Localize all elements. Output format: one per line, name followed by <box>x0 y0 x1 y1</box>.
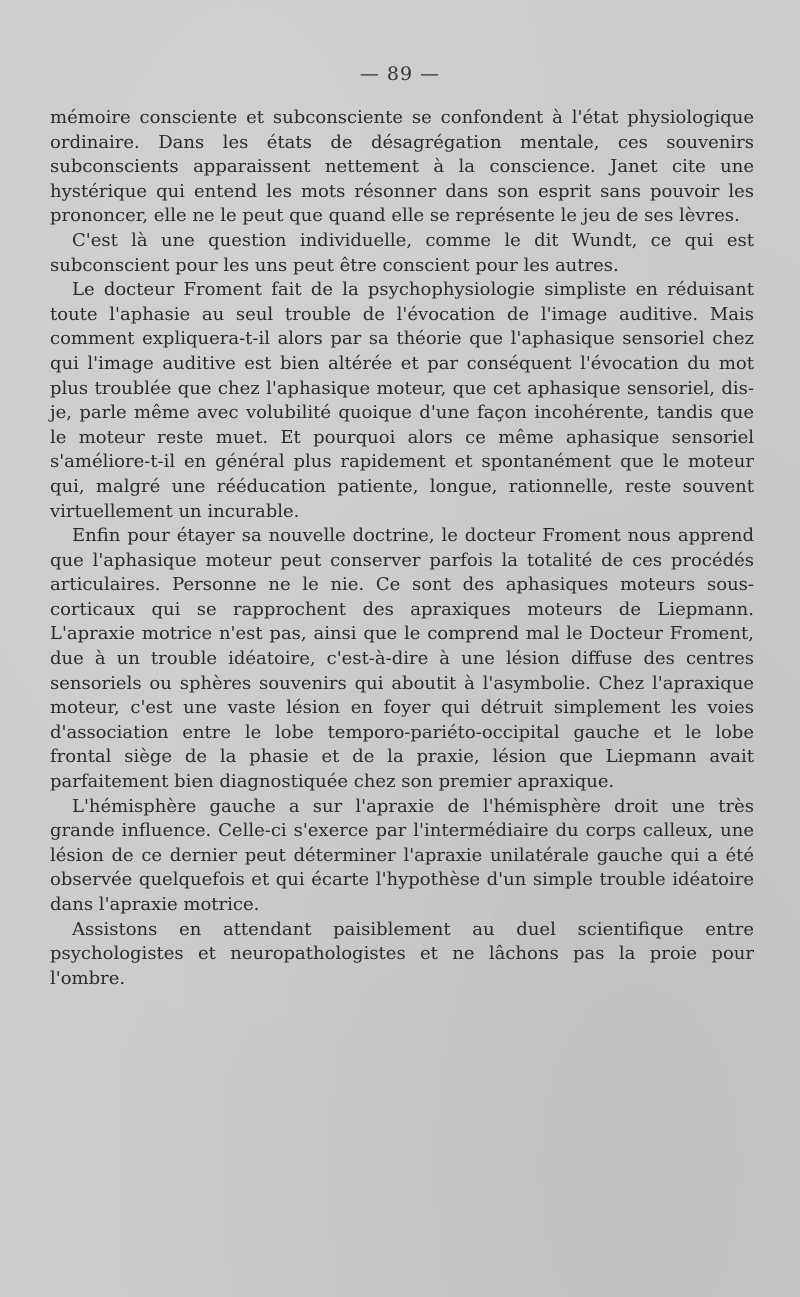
paragraph-2: C'est là une question individuelle, comme le dit Wundt, ce qui est subconscient pour les uns peut être conscient pour les autres. <box>50 229 754 276</box>
paragraph-5: L'hémisphère gauche a sur l'apraxie de l'hémisphère droit une très grande influence. Celle-ci s'exerce par l'intermédiaire du corps calleux, une lésion de ce dernier peut déterminer l'apraxie unilatérale gauche qui a été observée quelquefois et qui écarte l'hypothèse d'un simple trouble idéatoire dans l'apraxie motrice. <box>50 795 754 915</box>
paragraph-6: Assistons en attendant paisiblement au duel scientifique entre psychologistes et neuropathologistes et ne lâchons pas la proie pour l'ombre. <box>50 918 754 989</box>
paragraph-4: Enfin pour étayer sa nouvelle doctrine, le docteur Froment nous apprend que l'aphasique moteur peut conserver parfois la totalité de ces procédés articulaires. Personne ne le nie. Ce sont des aphasiques moteurs sous-corticaux qui se rapprochent des apraxiques moteurs de Liepmann. L'apraxie motrice n'est pas, ainsi que le comprend mal le Docteur Froment, due à un trouble idéatoire, c'est-à-dire à une lésion diffuse des centres sensoriels ou sphères souvenirs qui aboutit à l'asymbolie. Chez l'apraxique moteur, c'est une vaste lésion en foyer qui détruit simplement les voies d'association entre le lobe temporo-pariéto-occipital gauche et le lobe frontal siège de la phasie et de la praxie, lésion que Liepmann avait parfaitement bien diagnostiquée chez son premier apraxique. <box>50 525 754 793</box>
paragraph-1: mémoire consciente et subconsciente se confondent à l'état physiologique ordinaire. Dans les états de désagrégation mentale, ces souvenirs subconscients apparaissent nettement à la conscience. Janet cite une hystérique qui entend les mots résonner dans son esprit sans pouvoir les prononcer, elle ne le peut que quand elle se représente le jeu de ses lèvres. <box>50 107 754 227</box>
page-number: — 89 — <box>359 63 441 85</box>
paragraph-3: Le docteur Froment fait de la psychophysiologie simpliste en réduisant toute l'aphasie au seul trouble de l'évocation de l'image auditive. Mais comment expliquera-t-il alors par sa théorie que l'aphasique sensoriel chez qui l'image auditive est bien altérée et par conséquent l'évocation du mot plus troublée que chez l'aphasique moteur, que cet aphasique sensoriel, dis-je, parle même avec volubilité quoique d'une façon incohérente, tandis que le moteur reste muet. Et pourquoi alors ce même aphasique sensoriel s'améliore-t-il en général plus rapidement et spontanément que le moteur qui, malgré une rééducation patiente, longue, rationnelle, reste souvent virtuellement un incurable. <box>50 279 754 522</box>
body-text <box>50 106 754 991</box>
